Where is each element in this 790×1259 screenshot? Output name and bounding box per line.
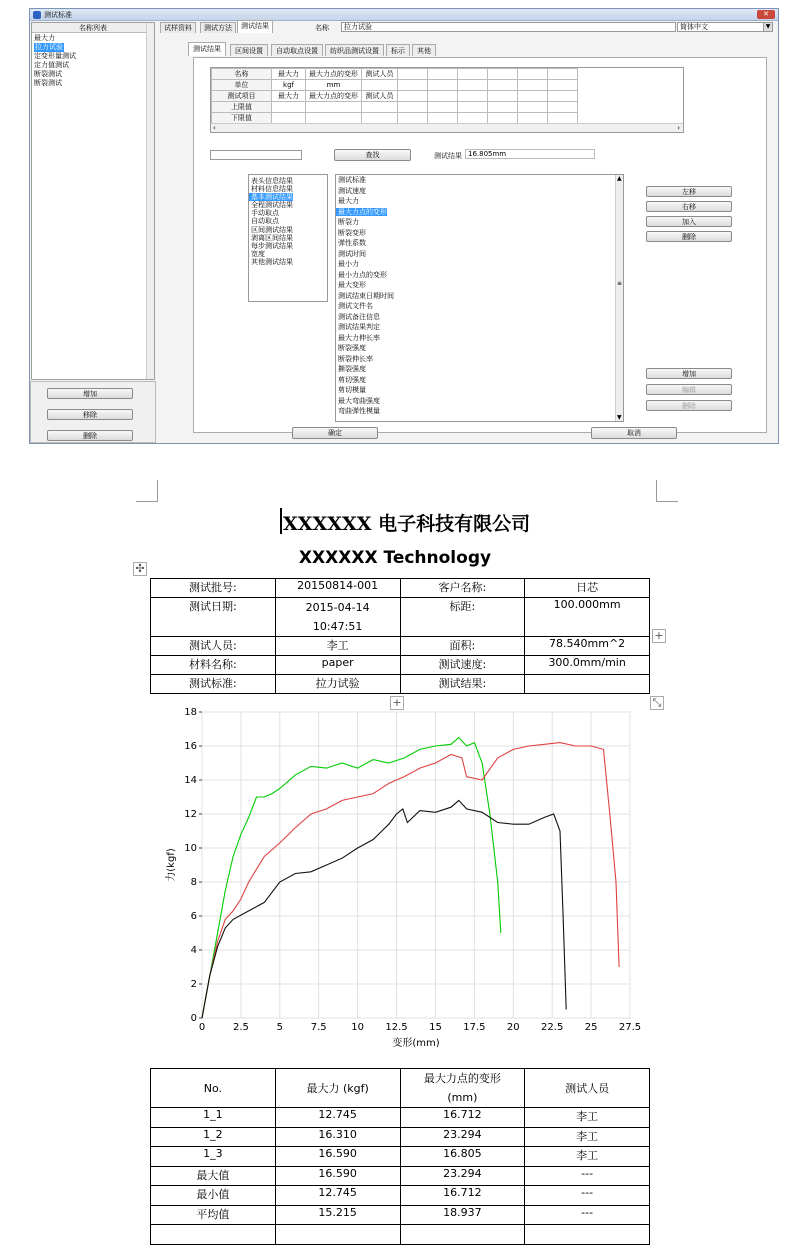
grid-cell[interactable] [428,91,458,102]
results-cell [151,1225,276,1245]
result-item[interactable]: 测试备注信息 [338,312,380,321]
results-row [151,1166,650,1186]
results-header-cell: 最大力点的变形 (mm) [400,1069,525,1108]
result-item[interactable]: 断裂强度 [338,344,366,352]
chevron-down-icon[interactable]: ▼ [763,23,772,31]
x-tick-label: 5 [276,1022,284,1033]
info-cell: 2015-04-14 10:47:51 [275,598,400,637]
scroll-left-icon[interactable]: ‹ [213,124,216,132]
info-cell: 78.540mm^2 [525,637,650,656]
grid-cell[interactable] [428,102,458,113]
grid-cell[interactable] [458,91,488,102]
results-cell: 最小值 [151,1186,276,1206]
results-table [150,1068,650,1245]
category-item[interactable]: 其他测试结果 [251,257,293,266]
grid-cell[interactable] [488,91,518,102]
grid-cell[interactable] [306,102,362,113]
y-tick-label: 2 [190,979,197,990]
category-item[interactable]: 区间测试结果 [251,225,293,234]
y-tick-label: 0 [190,1013,197,1024]
results-cell: 18.937 [400,1205,525,1225]
category-item[interactable]: 剥离区间结果 [251,233,293,242]
result-item[interactable]: 撕裂强度 [338,365,366,373]
tab-test-method[interactable]: 测试方法 [200,22,236,33]
results-cell: --- [525,1186,650,1206]
result-item[interactable]: 最小力点的变形 [338,270,387,279]
grid-cell[interactable] [306,113,362,124]
category-item[interactable]: 材料信息结果 [251,185,293,194]
grid-cell[interactable] [518,69,548,80]
edit-item-button[interactable]: 编辑 [646,384,732,395]
result-item[interactable]: 剪切强度 [338,375,366,384]
x-tick-label: 7.5 [310,1022,327,1033]
result-item[interactable]: 最小力 [338,260,359,268]
grid-row [212,80,578,91]
results-cell: 16.712 [400,1108,525,1128]
results-cell: 23.294 [400,1127,525,1147]
scroll-right-icon[interactable]: › [677,124,680,132]
info-cell: 测试结果: [400,675,525,694]
results-header-cell: 最大力 (kgf) [275,1069,400,1108]
info-cell: 客户名称: [400,579,525,598]
grid-cell[interactable] [272,113,306,124]
name-label: 名称 [315,24,329,32]
grid-row [212,91,578,102]
info-cell: 测试标准: [151,675,276,694]
grid-cell[interactable] [488,69,518,80]
x-tick-label: 12.5 [385,1022,408,1033]
info-row [151,637,650,656]
result-item[interactable]: 最大力伸长率 [338,333,380,342]
delete-button[interactable]: 删除 [47,430,133,441]
result-item[interactable]: 最大变形 [338,281,366,289]
subtab-test-result[interactable]: 测试结果 [188,42,226,56]
y-tick-label: 18 [184,707,197,718]
page-corner-mark [656,480,678,502]
info-cell: 材料名称: [151,656,276,675]
result-item[interactable]: 测试结果判定 [338,323,380,331]
results-cell: 16.712 [400,1186,525,1206]
x-tick-label: 15 [429,1022,442,1033]
x-tick-label: 0 [198,1022,206,1033]
add-item-button[interactable]: 增加 [646,368,732,379]
grid-cell[interactable]: 测试人员 [362,91,398,102]
y-tick-label: 10 [184,843,197,854]
results-cell: 1_2 [151,1127,276,1147]
grid-cell[interactable] [398,113,428,124]
results-row [151,1225,650,1245]
test-info-table [150,578,650,694]
language-select[interactable] [677,22,773,32]
results-cell: 李工 [525,1127,650,1147]
info-cell: 面积: [400,637,525,656]
grid-cell[interactable] [518,80,548,91]
move-right-button[interactable]: 右移 [646,201,732,212]
text-cursor [280,508,282,534]
result-item[interactable]: 断裂伸长率 [338,354,373,363]
result-item[interactable]: 最大力点的变形 [338,207,387,216]
x-tick-label: 25 [584,1022,598,1033]
grid-cell[interactable]: mm [306,80,362,91]
result-item[interactable]: 测试速度 [338,186,366,195]
x-tick-label: 20 [506,1022,520,1033]
result-settings-panel [193,57,767,433]
results-cell: 1_1 [151,1108,276,1128]
scroll-up-icon[interactable]: ▲ [617,175,622,182]
ok-button[interactable]: 确定 [292,427,378,439]
move-handle-icon[interactable]: ✣ [133,562,147,576]
results-cell: 李工 [525,1147,650,1167]
grid-row-label: 测试项目 [212,91,272,102]
join-button[interactable]: 加入 [646,216,732,227]
result-item[interactable]: 最大弯曲强度 [338,396,380,405]
grid-cell[interactable] [488,113,518,124]
name-field[interactable]: 拉力试验 [341,22,676,32]
name-list-header: 名称列表 [32,23,154,33]
add-button[interactable]: 增加 [47,388,133,399]
result-label: 测试结果 [434,152,462,160]
window-title: 测试标准 [44,11,72,19]
list-item[interactable]: 定变形量测试 [34,52,76,60]
result-item[interactable]: 测试结束日期时间 [338,291,394,300]
search-button[interactable]: 查找 [334,149,411,161]
result-item[interactable]: 弯曲弹性模量 [338,407,380,415]
result-item[interactable]: 断裂力 [338,218,359,226]
results-cell [275,1225,400,1245]
grid-row-label: 名称 [212,69,272,80]
list-item[interactable]: 断裂测试 [34,79,62,87]
info-row [151,598,650,637]
grid-row-label: 下限值 [212,113,272,124]
info-cell: 20150814-001 [275,579,400,598]
subtab-auto-point[interactable]: 自动取点设置 [271,44,323,56]
grid-row [212,69,578,80]
grid-cell[interactable] [398,69,428,80]
grid-cell[interactable] [518,91,548,102]
scroll-thumb-icon[interactable]: ≡ [617,280,623,287]
category-item[interactable]: 基本测试结果 [251,193,293,202]
list-item[interactable]: 断裂测试 [34,70,62,78]
grid-cell[interactable] [518,102,548,113]
settings-window [29,8,779,444]
results-cell: 16.590 [275,1166,400,1186]
y-axis-label: 力(kgf) [166,848,177,882]
grid-cell[interactable] [362,80,398,91]
category-item[interactable]: 每步测试结果 [251,241,293,250]
grid-cell[interactable] [458,113,488,124]
grid-cell[interactable] [548,69,578,80]
result-item[interactable]: 测试时间 [338,249,366,258]
grid-cell[interactable] [458,80,488,91]
results-cell: 最大值 [151,1166,276,1186]
result-item[interactable]: 测试文件名 [338,302,373,310]
grid-cell[interactable]: 最大力点的变形 [306,91,362,102]
grid-cell[interactable] [458,102,488,113]
list-item[interactable]: 最大力 [34,34,55,42]
results-header-cell: No. [151,1069,276,1108]
title-bar [30,9,778,21]
grid-cell[interactable] [398,102,428,113]
info-cell: 100.000mm [525,598,650,637]
y-tick-label: 6 [190,911,197,922]
x-tick-label: 17.5 [463,1022,486,1033]
results-row [151,1108,650,1128]
results-cell: 12.745 [275,1186,400,1206]
grid-cell[interactable]: 测试人员 [362,69,398,80]
grid-cell[interactable] [428,80,458,91]
item-list-scrollbar[interactable] [615,175,623,421]
x-tick-label: 22.5 [541,1022,564,1033]
info-cell: 日芯 [525,579,650,598]
search-input[interactable] [210,150,302,160]
info-cell: 测试人员: [151,637,276,656]
category-item[interactable]: 自动取点 [251,217,279,226]
grid-cell[interactable] [488,80,518,91]
results-header-cell: 测试人员 [525,1069,650,1108]
left-button-area [30,381,156,443]
y-tick-label: 4 [190,945,197,956]
results-cell: 1_3 [151,1147,276,1167]
category-item[interactable]: 表头信息结果 [251,177,293,185]
result-item[interactable]: 测试标准 [338,176,366,184]
subtab-textile[interactable]: 纺织品测试设置 [325,44,384,56]
language-value: 简体中文 [680,23,708,31]
grid-cell[interactable] [398,91,428,102]
grid-cell[interactable] [362,102,398,113]
resize-handle-icon[interactable]: ⤡ [650,696,664,710]
results-row [151,1127,650,1147]
category-item[interactable]: 宽度 [251,249,265,258]
list-item[interactable]: 拉力试验 [35,43,63,51]
result-item[interactable]: 弹性系数 [338,239,366,247]
grid-cell[interactable] [548,102,578,113]
result-columns-table [211,68,578,124]
grid-cell[interactable] [362,113,398,124]
results-cell [400,1225,525,1245]
results-row [151,1186,650,1206]
results-cell: 16.310 [275,1127,400,1147]
tab-sample-info[interactable]: 试样资料 [160,22,196,33]
cancel-button[interactable]: 取消 [591,427,677,439]
results-cell: --- [525,1166,650,1186]
results-cell: 15.215 [275,1205,400,1225]
grid-cell[interactable] [272,102,306,113]
y-tick-label: 14 [184,775,197,786]
move-left-button[interactable]: 左移 [646,186,732,197]
remove-item-button[interactable]: 删除 [646,231,732,242]
subtab-other[interactable]: 其他 [412,44,436,56]
grid-cell[interactable] [518,113,548,124]
results-cell: --- [525,1205,650,1225]
results-cell [525,1225,650,1245]
results-cell: 23.294 [400,1166,525,1186]
grid-cell[interactable]: kgf [272,80,306,91]
grid-row [212,102,578,113]
grid-cell[interactable] [548,113,578,124]
add-row-icon[interactable]: + [390,696,404,710]
company-name-en: XXXXXX Technology [298,548,492,568]
result-value-field[interactable]: 16.805mm [465,149,595,159]
x-tick-label: 10 [351,1022,365,1033]
results-cell: 平均值 [151,1205,276,1225]
grid-cell[interactable] [428,113,458,124]
results-cell: 李工 [525,1108,650,1128]
grid-row [212,113,578,124]
result-item[interactable]: 剪切模量 [338,386,366,394]
info-cell: 300.0mm/min [525,656,650,675]
category-item[interactable]: 全程测试结果 [251,201,293,210]
grid-row-label: 上限值 [212,102,272,113]
info-cell: 拉力试验 [275,675,400,694]
grid-cell[interactable] [428,69,458,80]
result-item[interactable]: 断裂变形 [338,228,366,237]
results-row [151,1147,650,1167]
grid-cell[interactable] [548,80,578,91]
info-cell [525,675,650,694]
info-cell: 测试速度: [400,656,525,675]
company-name-cn: XXXXXX 电子科技有限公司 [283,513,531,535]
grid-cell[interactable]: 最大力 [272,69,306,80]
result-item[interactable]: 最大力 [338,197,359,205]
grid-row-label: 单位 [212,80,272,91]
x-tick-label: 2.5 [232,1022,249,1033]
list-item[interactable]: 定力值测试 [34,61,69,69]
grid-cell[interactable]: 最大力点的变形 [306,69,362,80]
x-axis-label: 变形(mm) [392,1038,440,1049]
grid-cell[interactable] [488,102,518,113]
grid-cell[interactable] [398,80,428,91]
info-cell: 测试批号: [151,579,276,598]
y-tick-label: 8 [190,877,197,888]
result-columns-grid [210,67,684,133]
info-cell: paper [275,656,400,675]
close-button[interactable]: ✕ [757,10,775,19]
result-item-list [335,174,624,422]
grid-cell[interactable] [458,69,488,80]
info-cell: 测试日期: [151,598,276,637]
results-cell: 16.590 [275,1147,400,1167]
grid-cell[interactable]: 最大力 [272,91,306,102]
name-list-scrollbar[interactable] [146,23,154,379]
remove-button[interactable]: 移除 [47,409,133,420]
results-cell: 12.745 [275,1108,400,1128]
results-header-row [151,1069,650,1108]
y-tick-label: 16 [184,741,197,752]
grid-hscrollbar[interactable] [211,123,683,132]
scroll-down-icon[interactable]: ▼ [617,414,622,421]
name-list-panel [31,22,155,380]
add-column-icon[interactable]: + [652,629,666,643]
page-corner-mark [136,480,158,502]
category-item[interactable]: 手动取点 [251,209,279,218]
app-icon [33,11,41,19]
delete-item-button[interactable]: 删除 [646,400,732,411]
x-tick-label: 27.5 [618,1022,642,1033]
category-list [248,174,328,302]
plot-area [202,712,630,1018]
y-tick-label: 12 [184,809,197,820]
force-deformation-chart [160,704,650,1060]
grid-cell[interactable] [548,91,578,102]
info-row [151,675,650,694]
subtab-range-setting[interactable]: 区间设置 [230,44,268,56]
results-row [151,1205,650,1225]
info-cell: 标距: [400,598,525,637]
info-cell: 李工 [275,637,400,656]
info-row [151,579,650,598]
subtab-marker[interactable]: 标示 [386,44,410,56]
tab-test-result[interactable]: 测试结果 [237,20,273,33]
info-row [151,656,650,675]
results-cell: 16.805 [400,1147,525,1167]
